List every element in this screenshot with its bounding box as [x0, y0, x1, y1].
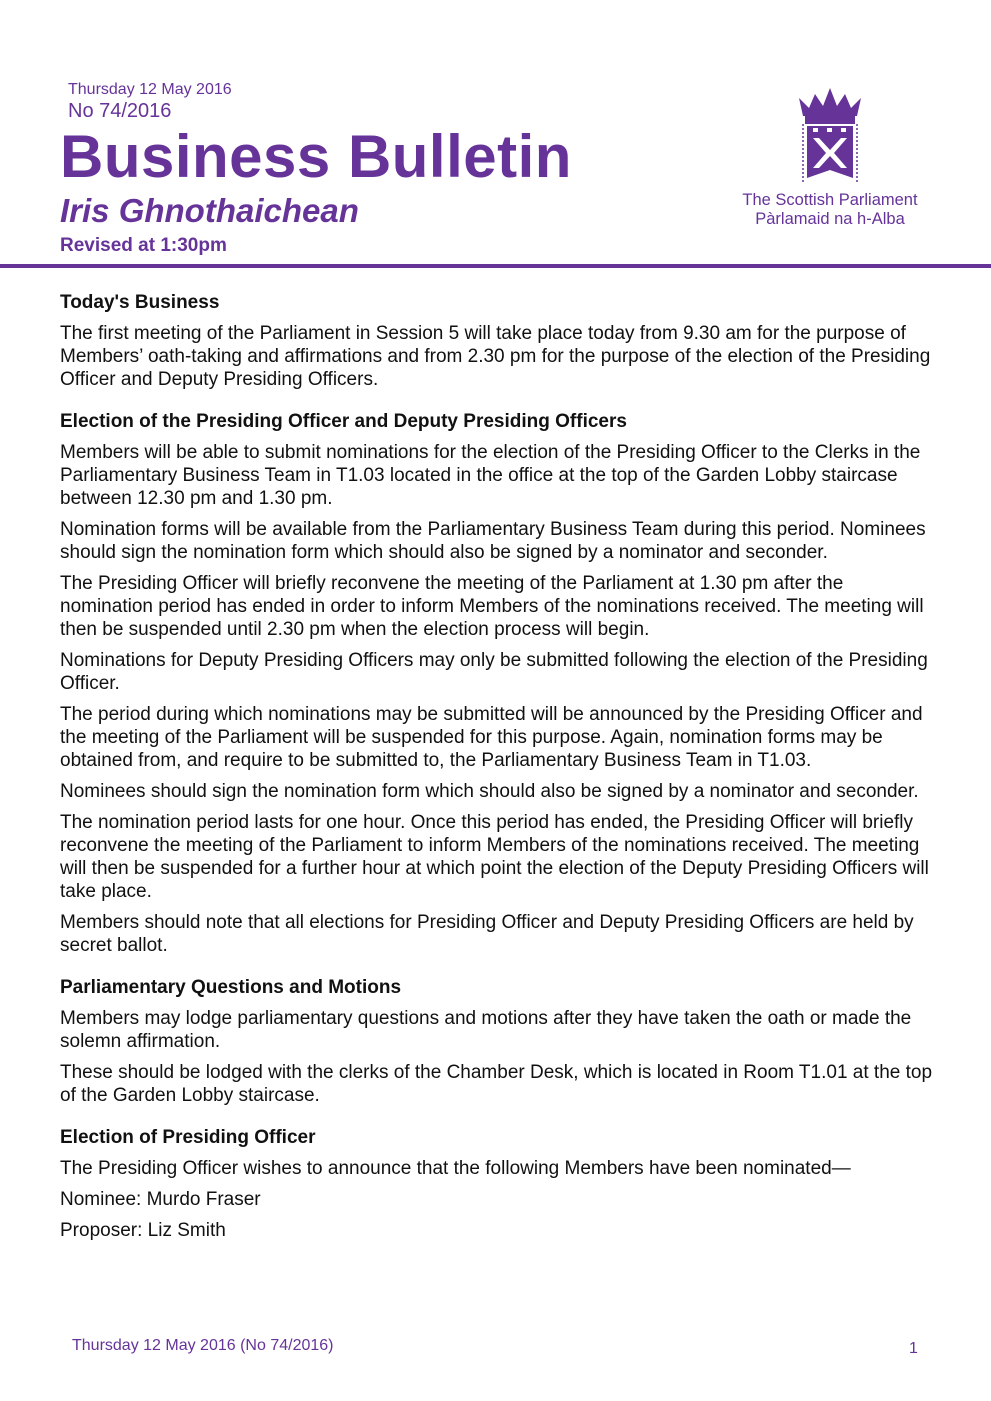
- paragraph: Nominees should sign the nomination form which should also be signed by a nominator and seconder.: [60, 781, 919, 802]
- paragraph: The Presiding Officer wishes to announce that the following Members have been nominated—: [60, 1158, 851, 1179]
- paragraph: The first meeting of the Parliament in Session 5 will take place today from 9.30 am for the purpose of Members’ oath-taking and affirmations and from 2.30 pm for the purpose of the election of the Presiding Officer and Deputy Presiding Officers.: [60, 323, 931, 390]
- page-number: 1: [909, 1340, 918, 1357]
- section-heading: Parliamentary Questions and Motions: [60, 977, 402, 998]
- paragraph: Nominee: Murdo Fraser: [60, 1189, 261, 1210]
- section-heading: Election of Presiding Officer: [60, 1127, 316, 1148]
- bulletin-content: [60, 291, 932, 1250]
- paragraph: The period during which nominations may be submitted will be announced by the Presiding Officer and the meeting of the Parliament will be suspended for this purpose. Again, nomination forms may be obtained from, and require to be submitted to, the Parliamentary Business Team in T1.03.: [60, 704, 923, 771]
- paragraph: Members may lodge parliamentary questions and motions after they have taken the oath or made the solemn affirmation.: [60, 1008, 912, 1052]
- paragraph: These should be lodged with the clerks of the Chamber Desk, which is located in Room T1.01 at the top of the Garden Lobby staircase.: [60, 1062, 933, 1106]
- logo-text-gaelic: Pàrlamaid na h-Alba: [755, 210, 905, 228]
- paragraph: The nomination period lasts for one hour. Once this period has ended, the Presiding Officer will briefly reconvene the meeting of the Parliament to inform Members of the nominations received. The meeting will then be suspended for a further hour at which point the election of the Deputy Presiding Officers will take place.: [60, 812, 929, 902]
- section-heading: Today's Business: [60, 292, 220, 313]
- bulletin-date: Thursday 12 May 2016: [68, 81, 232, 98]
- revised-note: Revised at 1:30pm: [60, 235, 227, 256]
- section-heading: Election of the Presiding Officer and Deputy Presiding Officers: [60, 411, 627, 432]
- paragraph: Nomination forms will be available from the Parliamentary Business Team during this period. Nominees should sign the nomination form which should also be signed by a nominator and seconder.: [60, 519, 926, 563]
- paragraph: Members will be able to submit nominations for the election of the Presiding Officer to the Clerks in the Parliamentary Business Team in T1.03 located in the office at the top of the Garden Lobby staircase between 12.30 pm and 1.30 pm.: [60, 442, 921, 509]
- page-subtitle: Iris Ghnothaichean: [60, 192, 359, 229]
- footer-text: Thursday 12 May 2016 (No 74/2016): [72, 1337, 334, 1354]
- page-title: Business Bulletin: [60, 123, 572, 190]
- paragraph: The Presiding Officer will briefly reconvene the meeting of the Parliament at 1.30 pm after the nomination period has ended in order to inform Members of the nominations received. The meeting will then be suspended until 2.30 pm when the election process will begin.: [60, 573, 924, 640]
- paragraph: Proposer: Liz Smith: [60, 1220, 226, 1241]
- parliament-logo: [735, 86, 925, 229]
- header-divider: [0, 264, 991, 268]
- logo-text-english: The Scottish Parliament: [742, 191, 918, 209]
- crown-shield-icon: [795, 86, 865, 186]
- paragraph: Nominations for Deputy Presiding Officers may only be submitted following the election of the Presiding Officer.: [60, 650, 928, 694]
- bulletin-number: No 74/2016: [68, 100, 172, 122]
- paragraph: Members should note that all elections for Presiding Officer and Deputy Presiding Officers are held by secret ballot.: [60, 912, 914, 956]
